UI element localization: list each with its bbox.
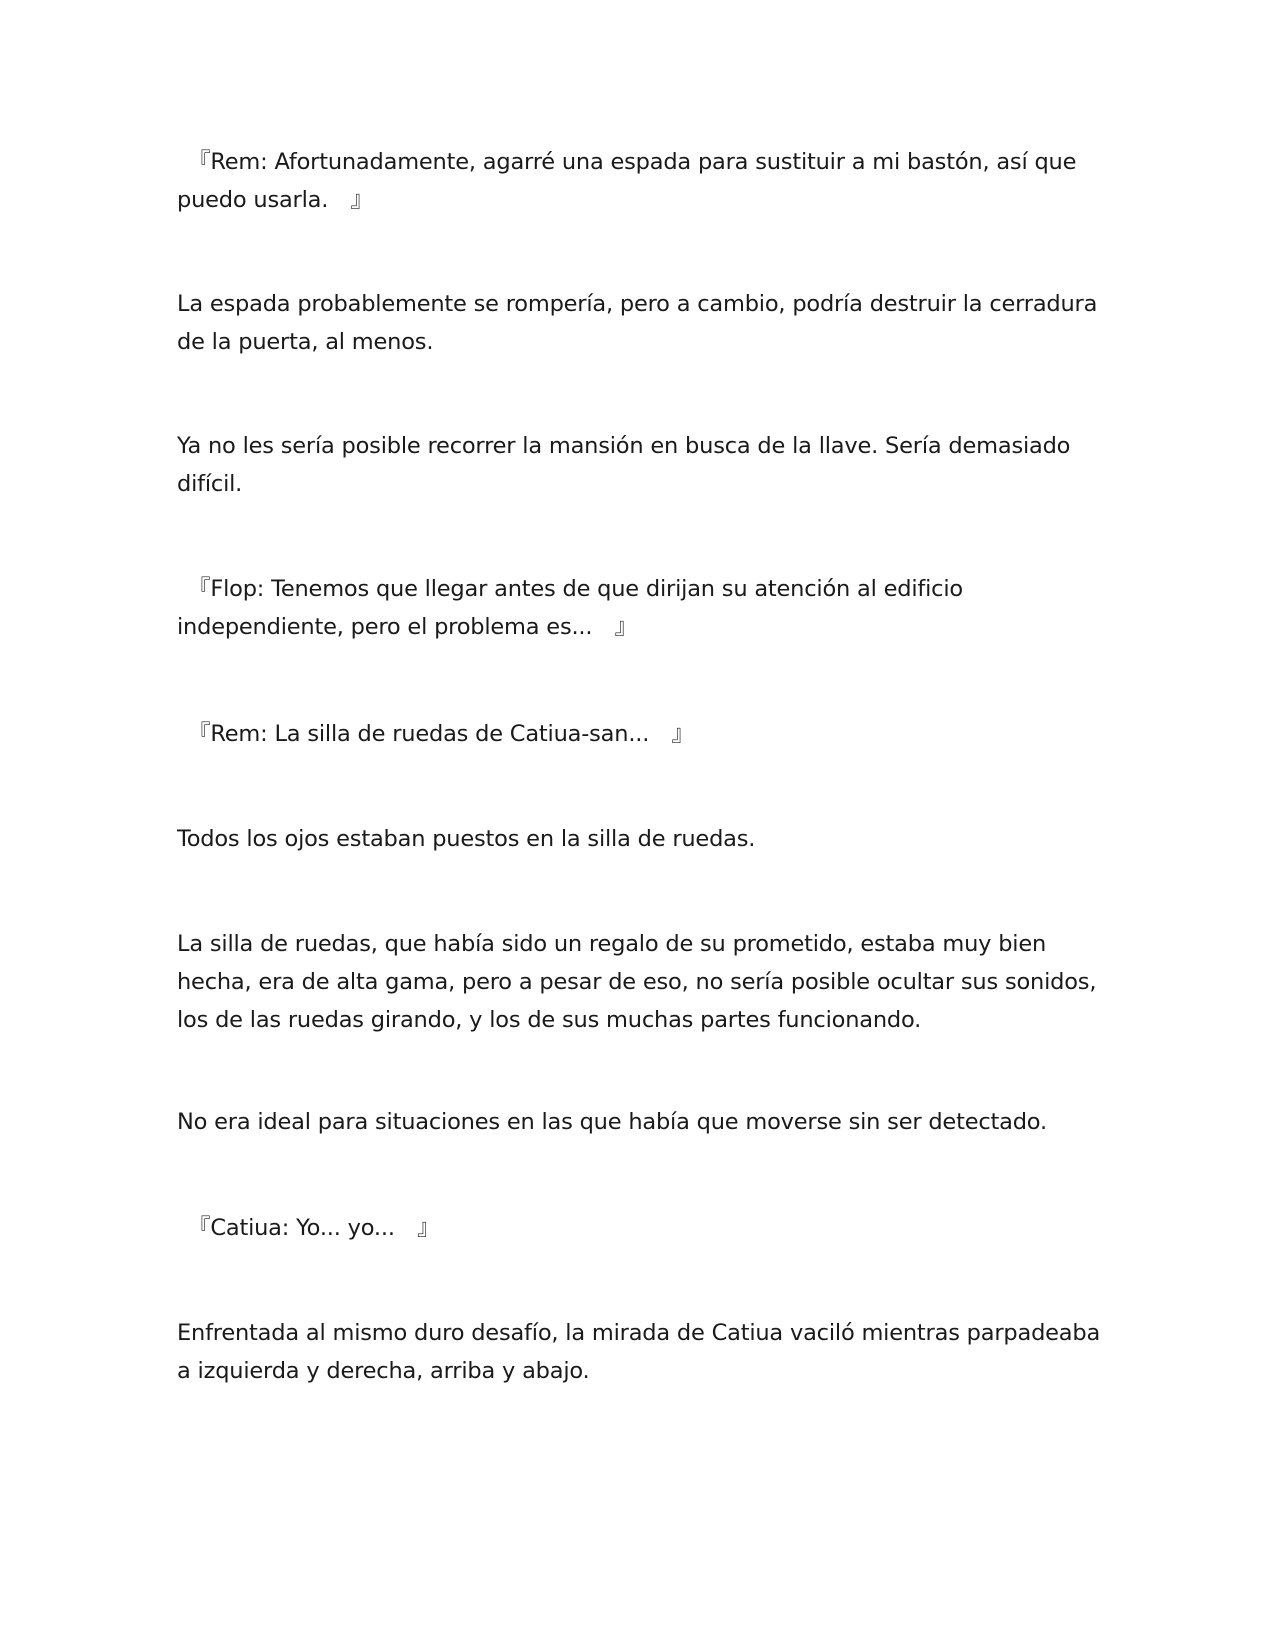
paragraph-narration-key-search: Ya no les sería posible recorrer la mansión en busca de la llave. Sería demasiado difícil. xyxy=(177,433,1071,497)
paragraph-narration-wheelchair-gift: La silla de ruedas, que había sido un regalo de su prometido, estaba muy bien hecha, era de alta gama, pero a pesar de eso, no sería posible ocultar sus sonidos, los de las ruedas girando, y los de sus muchas partes funcionando. xyxy=(177,931,1097,1033)
paragraph-dialogue-catiua: 『Catiua: Yo... yo... 』 xyxy=(177,1215,440,1241)
paragraph-narration-catiua-gaze: Enfrentada al mismo duro desafío, la mirada de Catiua vaciló mientras parpadeaba a izquierda y derecha, arriba y abajo. xyxy=(177,1320,1101,1384)
paragraph-dialogue-rem-sword: 『Rem: Afortunadamente, agarré una espada para sustituir a mi bastón, así que puedo usarla. 』 xyxy=(177,149,1077,213)
paragraph-dialogue-rem-wheelchair: 『Rem: La silla de ruedas de Catiua-san... 』 xyxy=(177,721,694,747)
paragraph-narration-not-ideal: No era ideal para situaciones en las que había que moverse sin ser detectado. xyxy=(177,1109,1047,1135)
paragraph-narration-all-eyes: Todos los ojos estaban puestos en la silla de ruedas. xyxy=(177,826,756,852)
paragraph-narration-sword-break: La espada probablemente se rompería, pero a cambio, podría destruir la cerradura de la puerta, al menos. xyxy=(177,291,1098,355)
paragraph-dialogue-flop: 『Flop: Tenemos que llegar antes de que dirijan su atención al edificio independiente, pero el problema es... 』 xyxy=(177,576,963,640)
